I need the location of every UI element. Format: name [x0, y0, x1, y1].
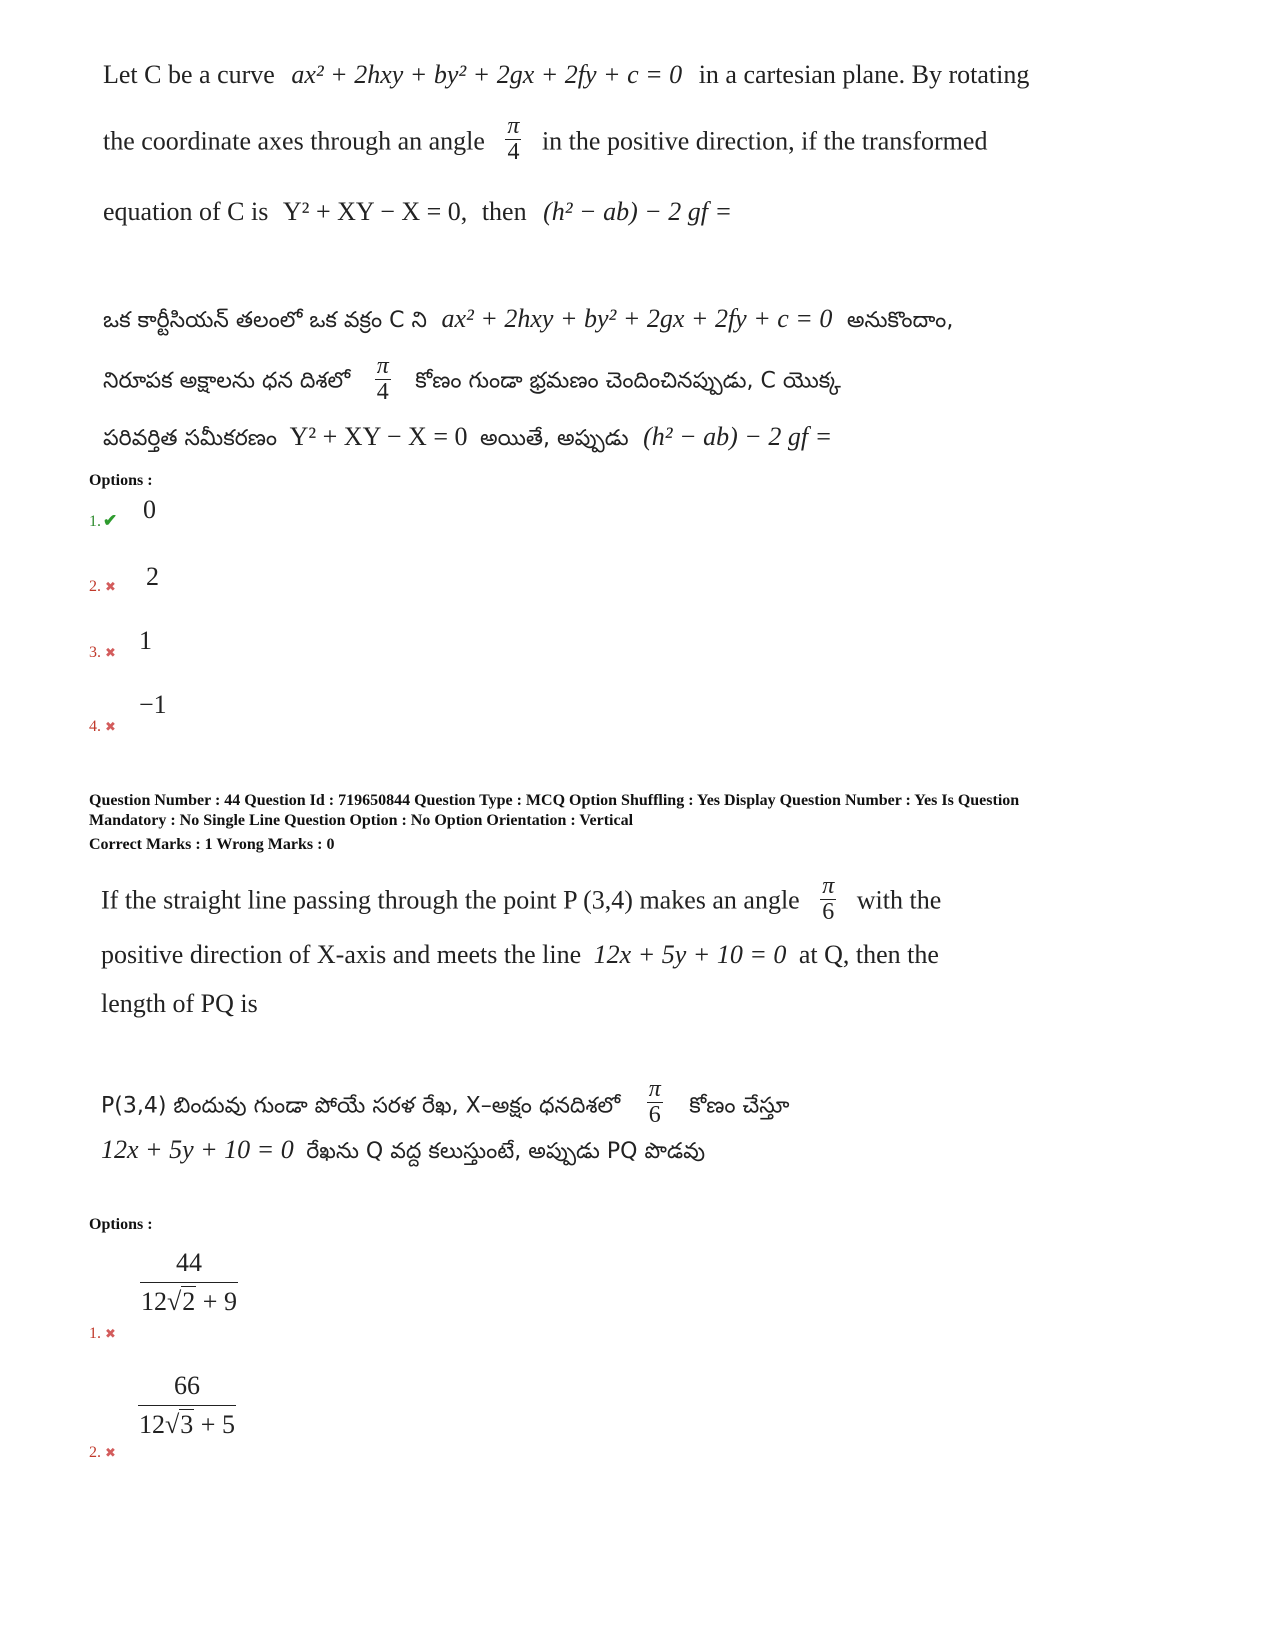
q44-te-line1-text-a: P(3,4) బిందువు గుండా పోయే సరళ రేఖ, X–అక్షం ధనదిశలో — [101, 1093, 621, 1119]
cross-icon: ✖ — [105, 579, 116, 594]
q44-option-1-radicand: 2 — [182, 1287, 196, 1316]
q43-te-line2-text-b: కోణం గుండా భ్రమణం చెందించినప్పుడు, C యొక్క — [415, 368, 841, 394]
q43-en-line1-text-b: in a cartesian plane. By rotating — [698, 60, 1030, 89]
q44-option-2-numerator: 66 — [174, 1371, 200, 1400]
q43-te-curve-equation: ax² + 2hxy + by² + 2gx + 2fy + c = 0 — [441, 304, 833, 333]
q43-option-4-marker — [89, 718, 116, 736]
q44-option-2-number: 2. — [89, 1444, 101, 1461]
cross-icon: ✖ — [105, 1326, 116, 1341]
q43-option-1-number: 1. — [89, 513, 101, 530]
q43-option-2-value[interactable]: 2 — [146, 562, 159, 591]
q43-te-line1 — [103, 306, 953, 332]
q44-meta-line2: Mandatory : No Single Line Question Option : No Option Orientation : Vertical — [89, 812, 634, 829]
q43-te-angle-fraction — [375, 354, 391, 405]
q43-transformed-equation: Y² + XY − X = 0, — [282, 197, 468, 226]
q43-te-transformed-equation: Y² + XY − X = 0 — [289, 422, 468, 451]
sqrt-icon: √2 — [167, 1287, 196, 1316]
q43-te-angle-num: π — [376, 353, 389, 379]
q44-option-1-number: 1. — [89, 1325, 101, 1342]
q44-option-1-marker — [89, 1325, 116, 1343]
q44-en-line1-text-a: If the straight line passing through the point P (3,4) makes an angle — [101, 885, 800, 915]
q43-te-line2 — [103, 353, 841, 407]
q44-option-1-value[interactable] — [140, 1248, 238, 1317]
q43-option-3-value[interactable]: 1 — [139, 626, 152, 655]
q44-line-equation: 12x + 5y + 10 = 0 — [593, 940, 787, 969]
q44-angle-fraction — [820, 874, 836, 925]
q44-en-line2-text-a: positive direction of X-axis and meets the line — [101, 940, 582, 969]
check-icon: ✔ — [103, 511, 118, 530]
q44-te-line1-text-b: కోణం చేస్తూ — [689, 1093, 790, 1119]
q43-te-line1-text-a: ఒక కార్టీసియన్ తలంలో ఒక వక్రం C ని — [103, 308, 427, 333]
q44-en-line3: length of PQ is — [101, 989, 258, 1018]
q43-en-line1-text-a: Let C be a curve — [103, 60, 275, 89]
q43-en-line2-text-a: the coordinate axes through an angle — [103, 126, 485, 156]
q44-option-1-numerator: 44 — [176, 1248, 202, 1277]
q43-en-line3-then: then — [481, 197, 527, 226]
q44-te-line2 — [101, 1137, 705, 1163]
q44-angle-den: 6 — [820, 899, 836, 925]
q43-te-expression: (h² − ab) − 2 gf = — [643, 422, 833, 451]
q43-option-3-marker — [89, 644, 116, 662]
q43-te-angle-den: 4 — [375, 379, 391, 405]
q44-te-angle-den: 6 — [647, 1102, 663, 1128]
q44-option-2-tail: + 5 — [200, 1410, 235, 1439]
q43-te-line3-text-a: పరివర్తిత సమీకరణం — [103, 426, 278, 451]
q43-en-line2 — [103, 113, 988, 169]
q44-option-1-tail: + 9 — [202, 1287, 237, 1316]
q43-angle-num: π — [507, 113, 520, 139]
q43-en-line1 — [103, 62, 1029, 88]
q44-en-line1-text-b: with the — [856, 885, 942, 915]
sqrt-icon: √3 — [165, 1410, 194, 1439]
q43-expression: (h² − ab) − 2 gf = — [543, 197, 733, 226]
q44-en-line1 — [101, 873, 942, 928]
q43-en-line3 — [103, 199, 732, 225]
q43-option-4-number: 4. — [89, 718, 101, 735]
q43-te-line2-text-a: నిరూపక అక్షాలను ధన దిశలో — [103, 368, 351, 394]
q43-option-1-value[interactable]: 0 — [143, 495, 156, 524]
q44-en-line2 — [101, 942, 939, 968]
q43-curve-equation: ax² + 2hxy + by² + 2gx + 2fy + c = 0 — [291, 60, 683, 89]
q44-option-2-coef: 12 — [139, 1410, 166, 1439]
q44-te-line-equation: 12x + 5y + 10 = 0 — [101, 1135, 294, 1164]
q43-en-line2-text-b: in the positive direction, if the transformed — [541, 126, 988, 156]
q43-option-2-number: 2. — [89, 578, 101, 595]
q44-option-2-denominator — [138, 1405, 236, 1440]
q44-option-2-marker — [89, 1444, 116, 1462]
q43-options-label: Options : — [89, 472, 153, 489]
q44-en-line2-text-b: at Q, then the — [798, 940, 939, 969]
cross-icon: ✖ — [105, 719, 116, 734]
q43-angle-fraction — [505, 114, 521, 165]
q43-te-line3-text-b: అయితే, అప్పుడు — [480, 426, 629, 451]
q44-meta-line1: Question Number : 44 Question Id : 719650844 Question Type : MCQ Option Shuffling : Yes Display Question Number : Yes Is Question — [89, 792, 1020, 809]
q43-option-3-number: 3. — [89, 644, 101, 661]
q44-option-2-radicand: 3 — [180, 1410, 194, 1439]
q44-meta-line3: Correct Marks : 1 Wrong Marks : 0 — [89, 836, 335, 853]
q43-te-line1-text-b: అనుకొందాం, — [846, 308, 954, 333]
q43-option-2-marker — [89, 578, 116, 596]
q44-te-line2-text-b: రేఖను Q వద్ద కలుస్తుంటే, అప్పుడు PQ పొడవు — [306, 1139, 706, 1164]
q44-te-angle-fraction — [647, 1077, 663, 1128]
q43-en-line3-text-a: equation of C is — [103, 197, 269, 226]
q44-option-1-coef: 12 — [141, 1287, 168, 1316]
q44-te-angle-num: π — [648, 1076, 661, 1102]
q43-option-1-marker — [89, 511, 117, 531]
q44-option-1-denominator — [140, 1282, 238, 1317]
q44-option-2-value[interactable] — [138, 1371, 236, 1440]
q44-te-line1 — [101, 1076, 790, 1132]
q43-te-line3 — [103, 424, 832, 450]
cross-icon: ✖ — [105, 1445, 116, 1460]
q44-options-label: Options : — [89, 1216, 153, 1233]
q43-option-4-value[interactable]: −1 — [139, 690, 167, 719]
q44-angle-num: π — [822, 873, 835, 899]
cross-icon: ✖ — [105, 645, 116, 660]
q43-angle-den: 4 — [505, 139, 521, 165]
